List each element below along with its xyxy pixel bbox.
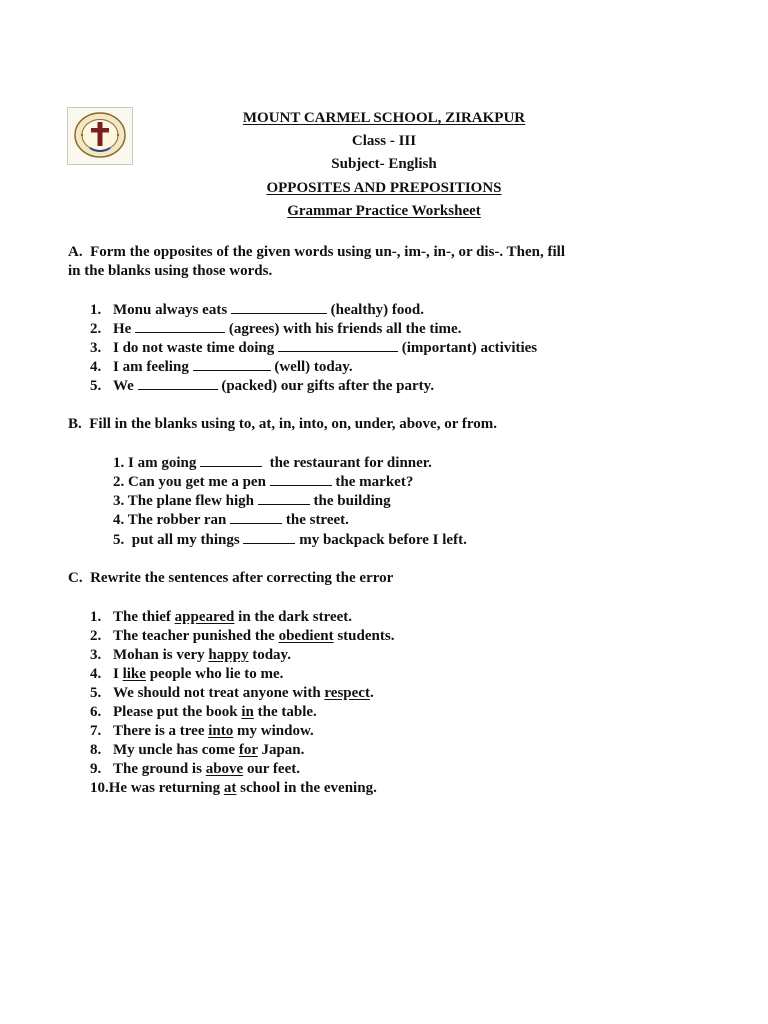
section-b-instruction <box>68 415 688 434</box>
error-word: for <box>238 742 258 758</box>
item-text-post: my window. <box>233 723 314 739</box>
item-number: 3. <box>90 647 102 663</box>
item-number: 6. <box>90 704 102 720</box>
item-number: 1. <box>113 455 125 471</box>
answer-blank[interactable] <box>243 531 295 544</box>
item-number: 2. <box>90 628 102 644</box>
answer-blank[interactable] <box>138 377 218 390</box>
item-text-pre: Mohan is very <box>113 647 209 663</box>
item-text-post: today. <box>248 647 291 663</box>
item-number: 5. <box>90 378 102 394</box>
section-b-item <box>113 531 467 549</box>
answer-blank[interactable] <box>278 339 398 352</box>
item-text-pre: There is a tree <box>113 723 209 739</box>
item-number: 10. <box>90 780 109 796</box>
answer-blank[interactable] <box>200 454 262 467</box>
item-text-pre: The robber ran <box>127 512 227 528</box>
item-text-post: (well) today. <box>274 359 353 375</box>
section-a-item <box>90 358 353 376</box>
section-c-instruction-text: Rewrite the sentences after correcting the error <box>90 570 394 586</box>
item-number: 8. <box>90 742 102 758</box>
item-number: 2. <box>113 474 125 490</box>
item-text-post: in the dark street. <box>234 609 353 625</box>
item-text-post: the street. <box>285 512 349 528</box>
topic-title: OPPOSITES AND PREPOSITIONS <box>266 180 502 196</box>
item-number: 3. <box>113 493 125 509</box>
error-word: obedient <box>278 628 334 644</box>
item-text-pre: I am going <box>128 455 197 471</box>
error-word: into <box>208 723 234 739</box>
item-number: 4. <box>90 359 102 375</box>
error-word: in <box>241 704 254 720</box>
item-text-pre: We should not treat anyone with <box>113 685 325 701</box>
answer-blank[interactable] <box>230 511 282 524</box>
section-a-item <box>90 301 424 319</box>
item-number: 3. <box>90 340 102 356</box>
error-word: happy <box>208 647 249 663</box>
section-c-item <box>90 703 317 721</box>
item-text-post: (agrees) with his friends all the time. <box>228 321 462 337</box>
item-text-pre: The thief <box>113 609 175 625</box>
subject-label: Subject- English <box>331 156 437 172</box>
item-text-post: . <box>369 685 374 701</box>
item-text-post: the restaurant for dinner. <box>269 455 432 471</box>
class-label: Class - III <box>351 133 417 149</box>
section-c-item <box>90 684 374 702</box>
item-text-pre: Please put the book <box>113 704 242 720</box>
item-text-post: the table. <box>253 704 317 720</box>
section-c-item <box>90 722 314 740</box>
answer-blank[interactable] <box>193 358 271 371</box>
item-text-post: students. <box>333 628 395 644</box>
answer-blank[interactable] <box>270 473 332 486</box>
error-word: respect <box>324 685 370 701</box>
item-text-pre: We <box>113 378 134 394</box>
item-number: 4. <box>90 666 102 682</box>
item-text-pre: Monu always eats <box>113 302 228 318</box>
section-a-instruction-line2: in the blanks using those words. <box>68 263 273 279</box>
section-c-item <box>90 646 291 664</box>
item-text-post: the market? <box>335 474 414 490</box>
item-number: 5. <box>113 532 125 548</box>
section-a-instruction-line1: Form the opposites of the given words using un-, im-, in-, or dis-. Then, fill <box>90 244 565 260</box>
section-b-item <box>113 511 349 529</box>
section-c-item <box>90 608 352 626</box>
item-text-pre: I <box>113 666 123 682</box>
error-word: appeared <box>174 609 235 625</box>
item-text-post: my backpack before I left. <box>299 532 467 548</box>
section-a-item <box>90 339 537 357</box>
school-name: MOUNT CARMEL SCHOOL, ZIRAKPUR <box>242 110 526 126</box>
item-text-pre: I am feeling <box>113 359 189 375</box>
item-number: 2. <box>90 321 102 337</box>
item-text-pre: The plane flew high <box>127 493 255 509</box>
section-c-item <box>90 779 377 797</box>
item-number: 1. <box>90 609 102 625</box>
section-c-item <box>90 741 304 759</box>
section-c-item <box>90 760 300 778</box>
section-c-item <box>90 665 283 683</box>
item-text-pre: Can you get me a pen <box>128 474 266 490</box>
section-b-label: B. <box>68 416 82 432</box>
item-text-post: (important) activities <box>401 340 538 356</box>
section-b-item <box>113 492 391 510</box>
item-text-post: (packed) our gifts after the party. <box>221 378 435 394</box>
item-text-post: school in the evening. <box>236 780 377 796</box>
section-c-instruction <box>68 569 688 588</box>
item-text-post: the building <box>313 493 391 509</box>
worksheet-title: Grammar Practice Worksheet <box>287 203 481 219</box>
section-b-item <box>113 454 432 472</box>
item-text-pre: He <box>113 321 132 337</box>
error-word: like <box>122 666 146 682</box>
item-text-pre: I do not waste time doing <box>113 340 275 356</box>
section-a-label: A. <box>68 244 83 260</box>
error-word: above <box>205 761 244 777</box>
item-text-pre: He was returning <box>108 780 224 796</box>
item-text-post: our feet. <box>243 761 300 777</box>
item-text-post: (healthy) food. <box>330 302 425 318</box>
item-text-pre: The ground is <box>113 761 206 777</box>
item-text-pre: put all my things <box>131 532 240 548</box>
answer-blank[interactable] <box>258 492 310 505</box>
answer-blank[interactable] <box>231 301 327 314</box>
answer-blank[interactable] <box>135 320 225 333</box>
section-b-item <box>113 473 413 491</box>
section-a-instruction <box>68 243 688 281</box>
section-a-item <box>90 377 434 395</box>
item-number: 5. <box>90 685 102 701</box>
item-number: 1. <box>90 302 102 318</box>
section-c-item <box>90 627 394 645</box>
section-a-item <box>90 320 461 338</box>
error-word: at <box>223 780 237 796</box>
item-text-pre: My uncle has come <box>113 742 239 758</box>
item-number: 7. <box>90 723 102 739</box>
item-number: 4. <box>113 512 125 528</box>
item-text-post: people who lie to me. <box>145 666 284 682</box>
section-b-instruction-text: Fill in the blanks using to, at, in, into, on, under, above, or from. <box>89 416 497 432</box>
section-c-label: C. <box>68 570 83 586</box>
item-number: 9. <box>90 761 102 777</box>
item-text-pre: The teacher punished the <box>113 628 279 644</box>
item-text-post: Japan. <box>257 742 305 758</box>
